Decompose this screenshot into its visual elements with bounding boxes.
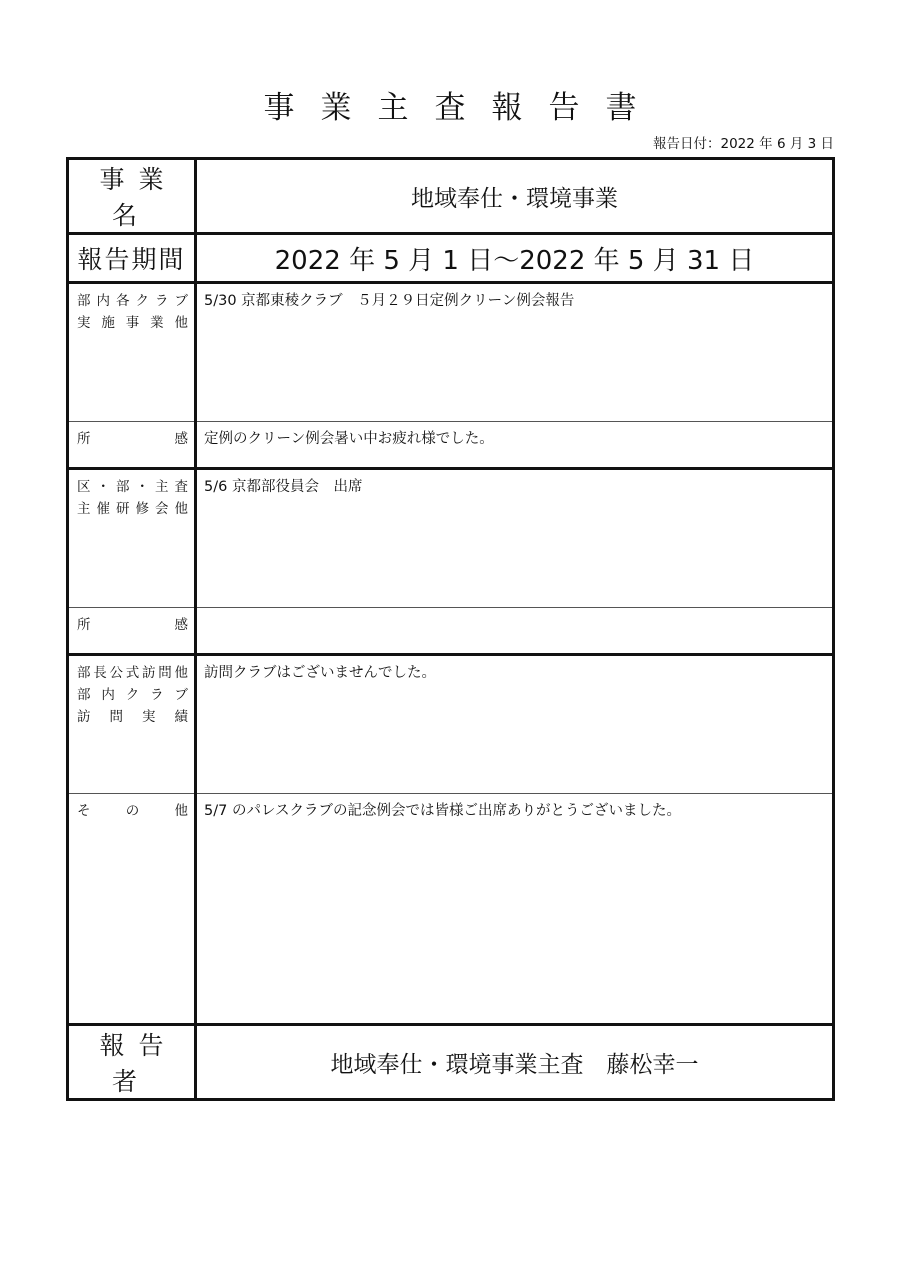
label-cell <box>68 234 196 283</box>
business-name-label: 事業名 <box>99 165 178 230</box>
value-cell <box>196 422 834 469</box>
value-cell <box>196 159 834 234</box>
impression-1-label: 所 感 <box>77 431 188 447</box>
period-label: 報告期間 <box>77 245 186 274</box>
document-title: 事業主査報告書 <box>263 90 663 126</box>
impression-2-value <box>197 608 832 614</box>
row-reporter <box>68 1025 834 1100</box>
value-cell <box>196 655 834 794</box>
other-value: 5/7 のパレスクラブの記念例会では皆様ご出席ありがとうございました。 <box>204 803 682 819</box>
seminars-value: 5/6 京都部役員会 出席 <box>204 479 363 495</box>
row-business-name <box>68 159 834 234</box>
row-seminars <box>68 469 834 608</box>
label-line: 実施事業他 <box>77 315 188 331</box>
seminars-label <box>69 470 194 520</box>
period-value: 2022 年 5 月 1 日〜2022 年 5 月 31 日 <box>274 245 755 276</box>
value-cell <box>196 1025 834 1100</box>
label-line: 主催研修会他 <box>77 501 188 517</box>
club-activities-label <box>69 284 194 334</box>
impression-1-value: 定例のクリーン例会暑い中お疲れ様でした。 <box>204 431 494 447</box>
row-impression-2 <box>68 608 834 655</box>
label-cell <box>68 608 196 655</box>
visits-value: 訪問クラブはございませんでした。 <box>204 665 436 681</box>
label-cell <box>68 422 196 469</box>
impression-2-label: 所 感 <box>77 617 188 633</box>
label-cell <box>68 1025 196 1100</box>
value-cell <box>196 608 834 655</box>
club-activities-value: 5/30 京都東稜クラブ ５月２９日定例クリーン例会報告 <box>204 293 575 309</box>
value-cell <box>196 283 834 422</box>
label-cell <box>68 794 196 1025</box>
report-form <box>66 157 835 1101</box>
value-cell <box>196 794 834 1025</box>
label-line: 区・部・主査 <box>77 479 188 495</box>
report-date: 報告日付：2022 年 6 月 3 日 <box>653 136 834 152</box>
row-club-activities <box>68 283 834 422</box>
label-line: 部長公式訪問他 <box>77 665 188 681</box>
reporter-label: 報告者 <box>99 1031 178 1096</box>
row-period <box>68 234 834 283</box>
other-label: そ の 他 <box>77 803 188 819</box>
label-line: 訪問実績 <box>77 709 188 725</box>
label-cell <box>68 469 196 608</box>
label-cell <box>68 283 196 422</box>
value-cell <box>196 469 834 608</box>
value-cell <box>196 234 834 283</box>
label-line: 部内各クラブ <box>77 293 188 309</box>
business-name-value: 地域奉仕・環境事業 <box>411 185 618 212</box>
row-visits <box>68 655 834 794</box>
row-impression-1 <box>68 422 834 469</box>
label-line: 部内クラブ <box>77 687 188 703</box>
reporter-value: 地域奉仕・環境事業主査 藤松幸一 <box>330 1051 699 1078</box>
label-cell <box>68 159 196 234</box>
row-other <box>68 794 834 1025</box>
label-cell <box>68 655 196 794</box>
visits-label <box>69 656 194 728</box>
